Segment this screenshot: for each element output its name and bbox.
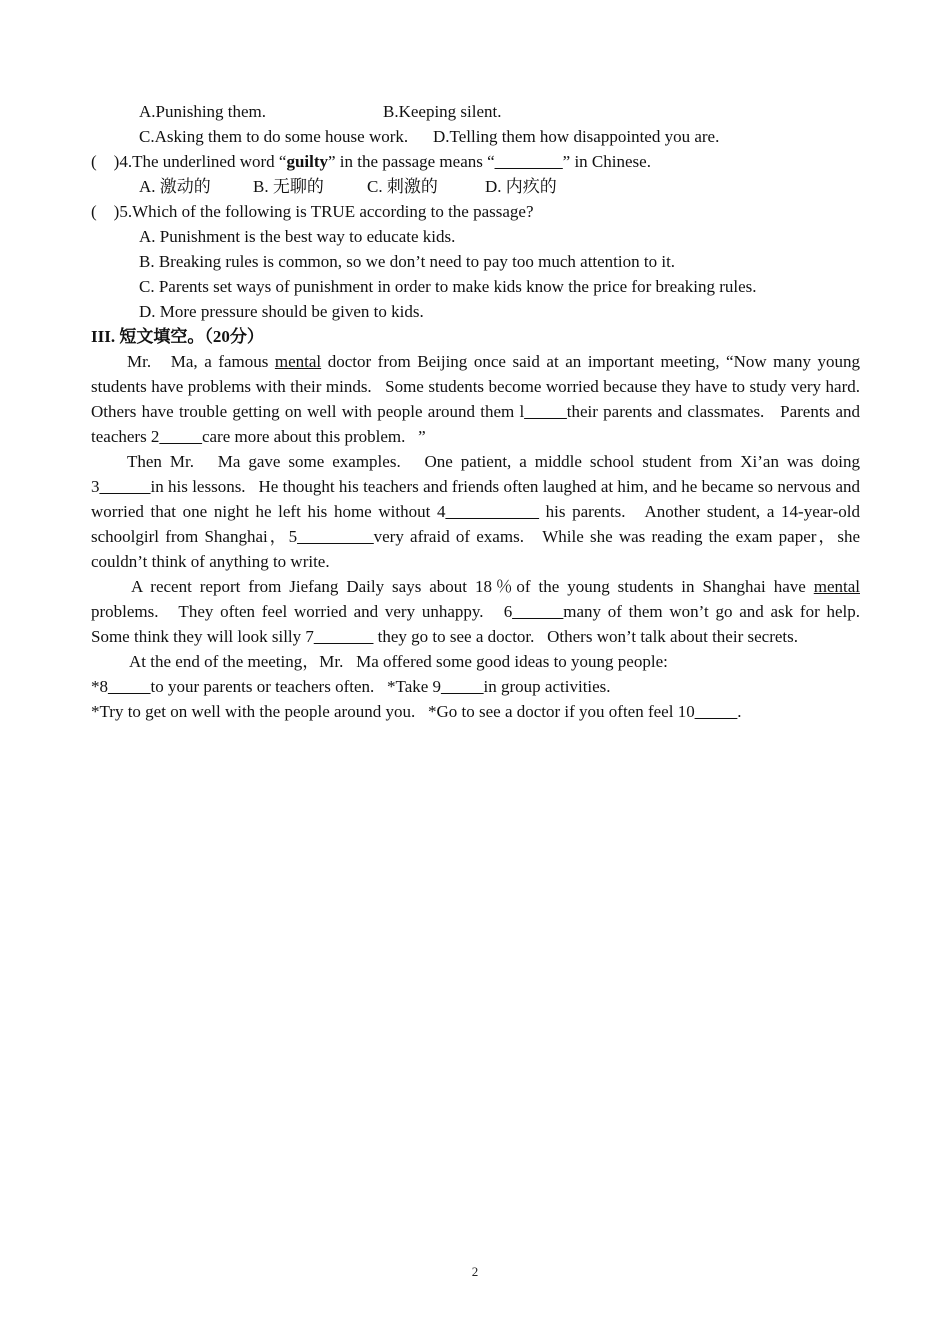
q4-option-c: C. 刺激的: [367, 177, 438, 196]
p1-text-a: Mr. Ma, a famous: [127, 352, 275, 371]
p3-text-c: many of them won’t go and ask for help. Some think they will look silly 7: [91, 602, 873, 646]
blank-10: _____: [694, 702, 738, 721]
q4-option-a: A. 激动的: [139, 177, 211, 196]
tip-2-text-b: in group activities.: [483, 677, 611, 696]
section-3-title: III. 短文填空。（20分）: [91, 327, 264, 346]
blank-8: _____: [108, 677, 151, 696]
page-content: [91, 99, 873, 724]
tip-4-text-b: .: [737, 702, 742, 721]
q4-text-mid: ” in the passage means “: [328, 152, 495, 171]
q5-option-c: C. Parents set ways of punishment in order to make kids know the price for breaking rules.: [139, 277, 757, 296]
q5-option-b: B. Breaking rules is common, so we don’t need to pay too much attention to it.: [139, 252, 676, 271]
q4-blank: ________: [494, 152, 563, 171]
blank-9: _____: [441, 677, 484, 696]
blank-1: _____: [524, 402, 567, 421]
p3-text-a: A recent report from Jiefang Daily says about 18％of the young students in Shanghai have: [131, 577, 814, 596]
q3-option-c: C.Asking them to do some house work.: [139, 127, 409, 146]
p1-text-c: their parents and classmates. Parents and teachers 2: [91, 402, 865, 446]
blank-5: _________: [297, 527, 374, 546]
blank-2: _____: [159, 427, 202, 446]
p2-text-c: his parents. Another student, a 14-year-old schoolgirl from Shanghai，5: [91, 502, 865, 546]
q5-option-a: A. Punishment is the best way to educate kids.: [139, 227, 456, 246]
q3-option-d: D.Telling them how disappointed you are.: [433, 127, 720, 146]
tips-row-1: [91, 674, 860, 699]
q3-option-a: A.Punishing them.: [139, 102, 267, 121]
p3-text-d: they go to see a doctor. Others won’t talk about their secrets.: [373, 627, 798, 646]
answer-paren: ( ): [91, 152, 120, 171]
blank-7: _______: [313, 627, 374, 646]
q5-option-d: D. More pressure should be given to kids.: [139, 302, 424, 321]
q5-text: 5.Which of the following is TRUE according to the passage?: [119, 202, 534, 221]
q4-option-d: D. 内疚的: [485, 177, 557, 196]
q4-keyword: guilty: [286, 152, 329, 171]
p2-text-a: Then Mr. Ma gave some examples. One patient, a middle school student from Xi’an was doing 3: [91, 452, 865, 496]
q3-option-b: B.Keeping silent.: [383, 102, 502, 121]
tip-1-text-b: to your parents or teachers often.: [150, 677, 387, 696]
blank-4: ___________: [445, 502, 539, 521]
p1-text-b: doctor from Beijing once said at an important meeting, “Now many young students have problems with their minds. Some students become worried because they have to study very hard. Others have trouble getting on well with people around them l: [91, 352, 873, 421]
tip-1-text-a: *8: [91, 677, 108, 696]
q4-stem: [91, 149, 860, 174]
passage-paragraph-4: At the end of the meeting，Mr. Ma offered some good ideas to young people:: [129, 652, 668, 671]
tip-4-text-a: *Go to see a doctor if you often feel 10: [427, 702, 695, 721]
tip-2-text-a: *Take 9: [387, 677, 442, 696]
passage-paragraph-3: [91, 574, 873, 649]
q4-options: [91, 174, 860, 199]
passage-paragraph-2: [91, 449, 865, 574]
q4-text-post: ” in Chinese.: [562, 152, 651, 171]
underlined-word-mental: mental: [274, 352, 322, 371]
passage-paragraph-1: [91, 349, 873, 449]
answer-paren: ( ): [91, 202, 120, 221]
tip-3-text: *Try to get on well with the people around you.: [91, 702, 428, 721]
page-number: 2: [471, 1264, 479, 1279]
blank-3: ______: [99, 477, 151, 496]
q3-options-row1: [91, 99, 860, 124]
p1-text-d: care more about this problem. ”: [201, 427, 426, 446]
p2-text-d: very afraid of exams. While she was reading the exam paper，she couldn’t think of anything to write.: [91, 527, 865, 571]
underlined-word-mental: mental: [813, 577, 860, 596]
q3-options-row2: [91, 124, 860, 149]
p3-text-b: problems. They often feel worried and very unhappy. 6: [91, 577, 865, 621]
blank-6: ______: [512, 602, 564, 621]
tips-row-2: [91, 699, 860, 724]
q4-text-pre: 4.The underlined word “: [119, 152, 287, 171]
p2-text-b: in his lessons. He thought his teachers and friends often laughed at him, and he became so nervous and worried that one night he left his home without 4: [91, 477, 865, 521]
q4-option-b: B. 无聊的: [253, 177, 324, 196]
q5-stem: [91, 199, 860, 224]
